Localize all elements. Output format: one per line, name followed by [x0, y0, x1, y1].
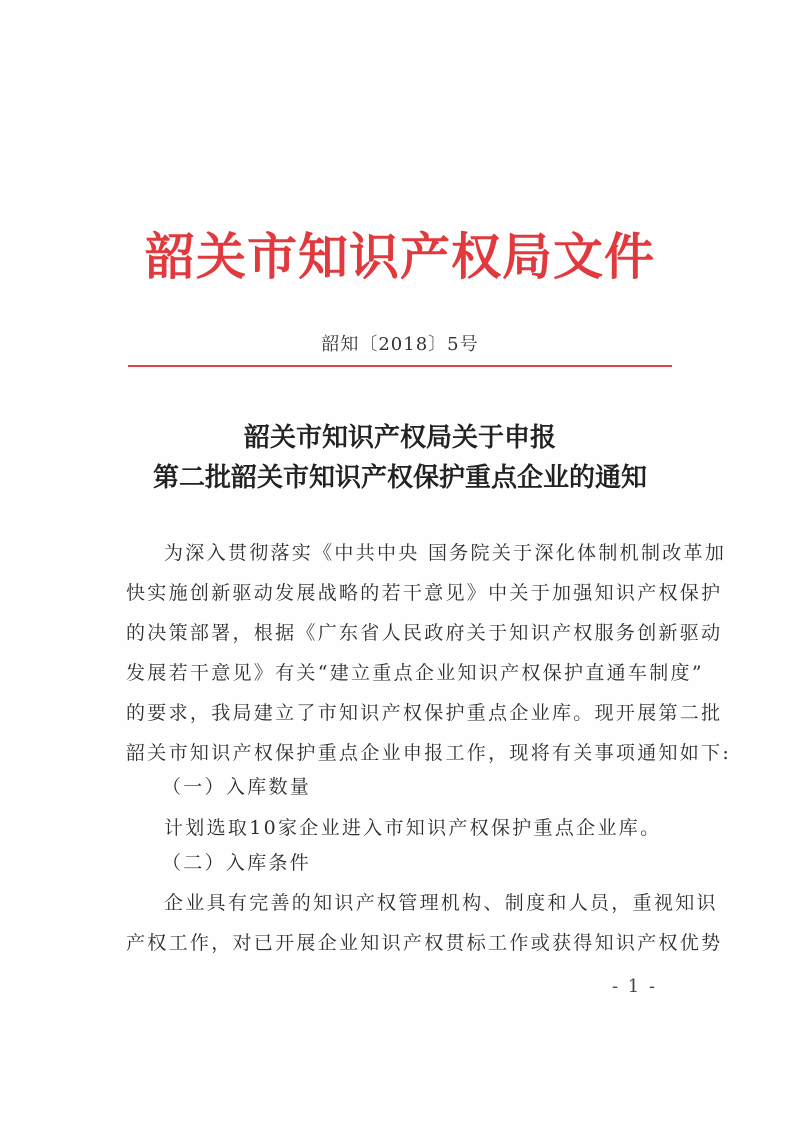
body-paragraph-line: 企业具有完善的知识产权管理机构、制度和人员，重视知识 [164, 892, 718, 914]
body-paragraph-line: 计划选取10家企业进入市知识产权保护重点企业库。 [164, 817, 662, 839]
body-paragraph-line: 为深入贯彻落实《中共中央 国务院关于深化体制机制改革加 [164, 542, 727, 564]
document-number: 韶知〔2018〕5号 [321, 334, 479, 355]
page-number: - 1 - [612, 976, 658, 997]
body-paragraph-line: 产权工作，对已开展企业知识产权贯标工作或获得知识产权优势 [126, 932, 723, 954]
body-paragraph-line: 快实施创新驱动发展战略的若干意见》中关于加强知识产权保护 [126, 582, 723, 604]
notice-title-line-2: 第二批韶关市知识产权保护重点企业的通知 [152, 463, 647, 493]
notice-title-line-1: 韶关市知识产权局关于申报 [243, 423, 556, 453]
body-paragraph-line: 发展若干意见》有关“建立重点企业知识产权保护直通车制度” [126, 662, 704, 684]
red-divider-line [128, 365, 672, 367]
section-heading-conditions: （二）入库条件 [162, 852, 312, 874]
body-paragraph-line: 的决策部署，根据《广东省人民政府关于知识产权服务创新驱动 [126, 622, 723, 644]
body-paragraph-line: 韶关市知识产权保护重点企业申报工作，现将有关事项通知如下: [126, 742, 732, 764]
red-header-title: 韶关市知识产权局文件 [145, 227, 655, 286]
section-heading-quantity: （一）入库数量 [162, 776, 312, 798]
body-paragraph-line: 的要求，我局建立了市知识产权保护重点企业库。现开展第二批 [126, 702, 723, 724]
